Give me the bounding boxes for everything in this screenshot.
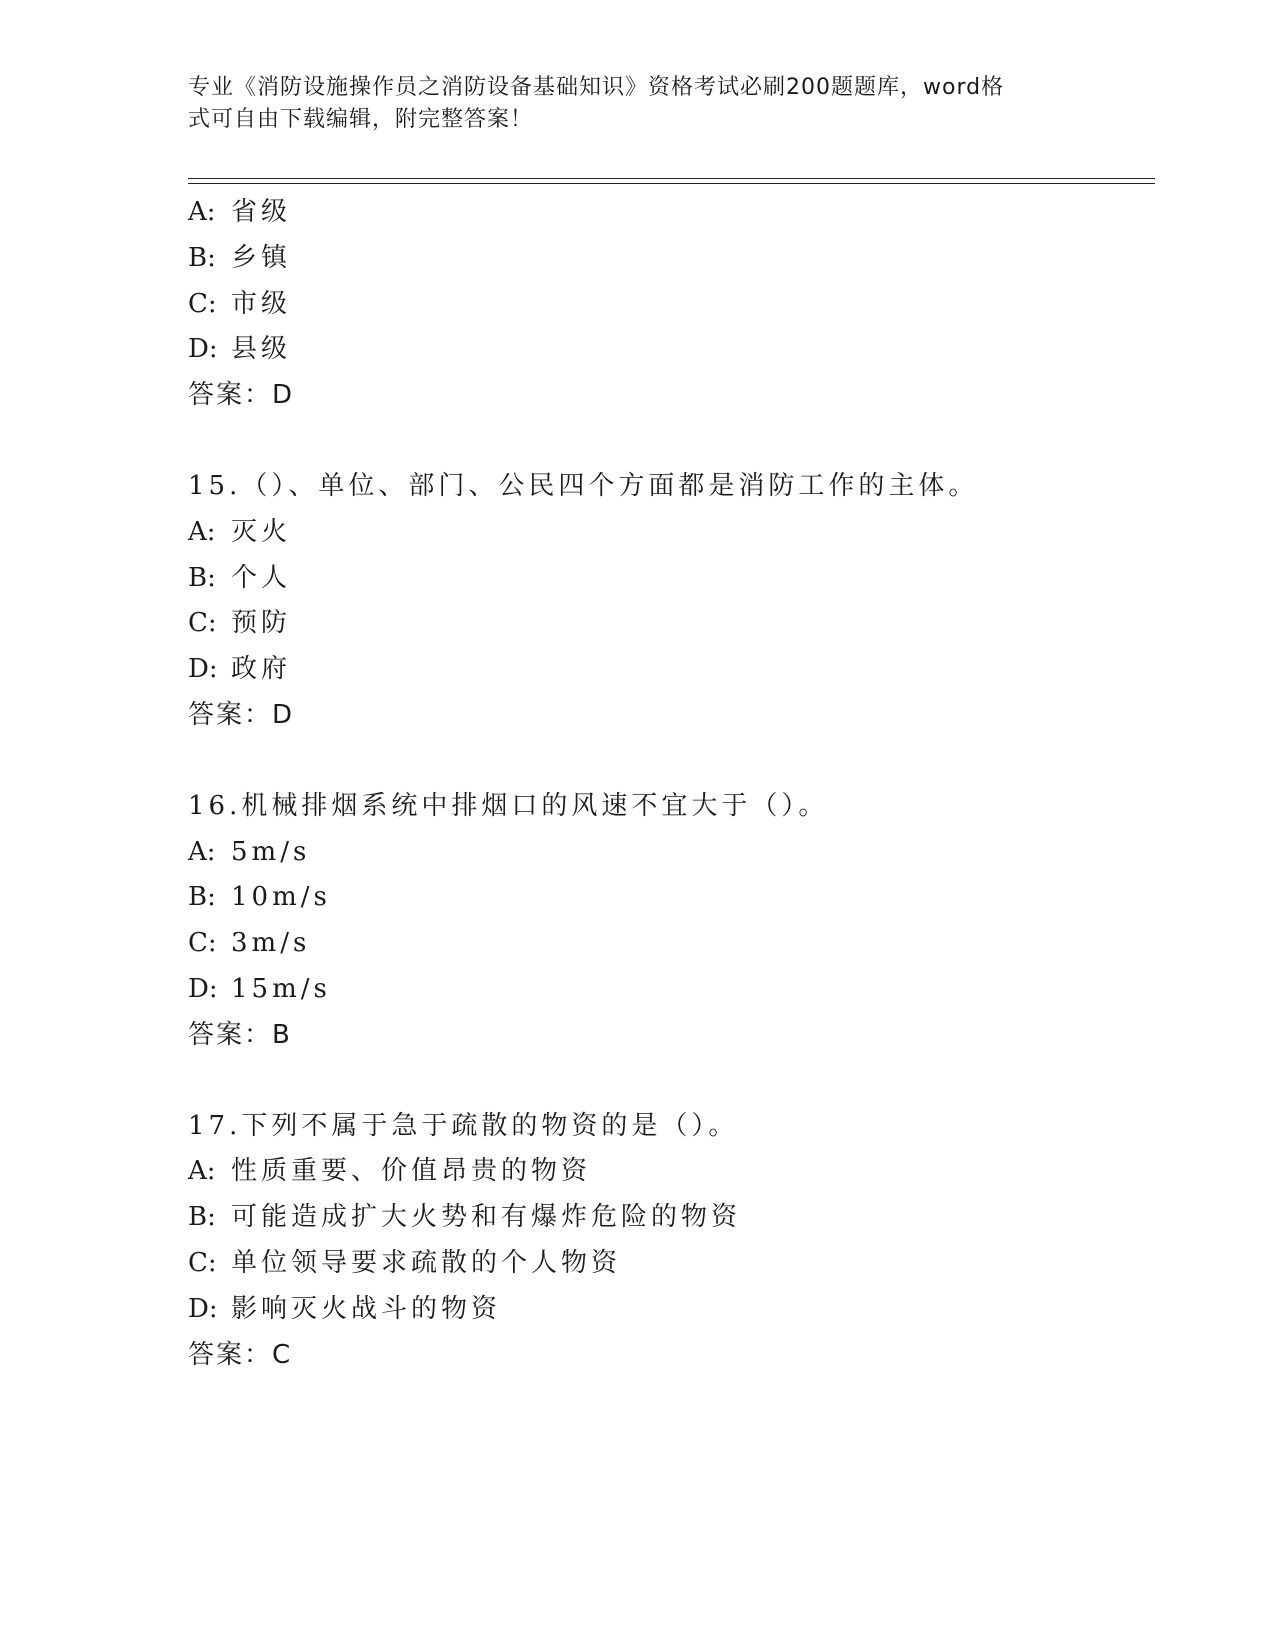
answer-line xyxy=(188,1013,1155,1059)
option-text: 县级 xyxy=(231,334,292,365)
question-block-17 xyxy=(188,1104,1155,1379)
option-text: 市级 xyxy=(231,288,292,319)
answer-value: D xyxy=(272,380,293,411)
option-prefix: C: xyxy=(188,288,217,319)
option-text: 5m/s xyxy=(231,836,311,867)
answer-value: B xyxy=(272,1019,290,1050)
option-a xyxy=(188,1149,1155,1195)
option-d xyxy=(188,647,1155,693)
answer-line xyxy=(188,1333,1155,1379)
option-prefix: A: xyxy=(188,1156,216,1187)
option-d xyxy=(188,327,1155,373)
question-block-16 xyxy=(188,784,1155,1059)
option-text: 省级 xyxy=(231,197,292,227)
header-line-2: 式可自由下载编辑，附完整答案！ xyxy=(188,107,534,132)
answer-label: 答案： xyxy=(188,1339,273,1370)
option-c xyxy=(188,282,1155,328)
option-prefix: B: xyxy=(188,1202,216,1233)
option-c xyxy=(188,1241,1155,1287)
option-prefix: C: xyxy=(188,928,217,959)
question-block-partial xyxy=(188,190,1155,419)
option-text: 预防 xyxy=(231,608,292,639)
answer-line xyxy=(188,693,1155,739)
option-text: 10m/s xyxy=(231,882,331,913)
option-prefix: B: xyxy=(188,562,216,593)
option-b xyxy=(188,875,1155,921)
question-stem: 17.下列不属于急于疏散的物资的是（）。 xyxy=(188,1110,739,1141)
option-text: 15m/s xyxy=(231,973,331,1004)
option-c xyxy=(188,601,1155,647)
question-stem: 15.（）、单位、部门、公民四个方面都是消防工作的主体。 xyxy=(188,470,979,501)
answer-label: 答案： xyxy=(188,380,273,411)
option-prefix: B: xyxy=(188,242,216,273)
option-a xyxy=(188,190,1155,236)
option-text: 3m/s xyxy=(231,928,311,959)
answer-value: C xyxy=(272,1339,291,1370)
option-prefix: D: xyxy=(188,1293,218,1324)
option-prefix: A: xyxy=(188,836,216,867)
document-header xyxy=(188,72,1068,136)
header-line-1: 专业《消防设施操作员之消防设备基础知识》资格考试必刷200题题库，word格 xyxy=(188,75,1005,100)
question-list xyxy=(188,190,1155,1378)
option-prefix: C: xyxy=(188,1247,217,1278)
option-d xyxy=(188,967,1155,1013)
option-prefix: A: xyxy=(188,516,216,547)
question-block-15 xyxy=(188,464,1155,739)
option-d xyxy=(188,1287,1155,1333)
option-prefix: D: xyxy=(188,654,218,685)
option-prefix: D: xyxy=(188,334,218,365)
answer-line xyxy=(188,373,1155,419)
option-c xyxy=(188,921,1155,967)
option-prefix: A: xyxy=(188,197,216,227)
option-a xyxy=(188,830,1155,876)
option-b xyxy=(188,236,1155,282)
option-prefix: B: xyxy=(188,882,216,913)
header-rule-bottom xyxy=(188,183,1155,184)
option-b xyxy=(188,556,1155,602)
option-text: 性质重要、价值昂贵的物资 xyxy=(231,1156,592,1187)
answer-label: 答案： xyxy=(188,699,273,730)
option-text: 灭火 xyxy=(231,516,292,547)
option-text: 乡镇 xyxy=(231,242,292,273)
answer-value: D xyxy=(272,699,293,730)
option-text: 可能造成扩大火势和有爆炸危险的物资 xyxy=(231,1202,742,1233)
question-stem: 16.机械排烟系统中排烟口的风速不宜大于（）。 xyxy=(188,790,829,821)
option-text: 单位领导要求疏散的个人物资 xyxy=(231,1247,622,1278)
option-text: 政府 xyxy=(231,654,292,685)
option-text: 影响灭火战斗的物资 xyxy=(231,1293,502,1324)
answer-label: 答案： xyxy=(188,1019,273,1050)
option-text: 个人 xyxy=(231,562,292,593)
header-rule-top xyxy=(188,178,1155,179)
option-prefix: C: xyxy=(188,608,217,639)
option-b xyxy=(188,1195,1155,1241)
option-prefix: D: xyxy=(188,973,218,1004)
option-a xyxy=(188,510,1155,556)
